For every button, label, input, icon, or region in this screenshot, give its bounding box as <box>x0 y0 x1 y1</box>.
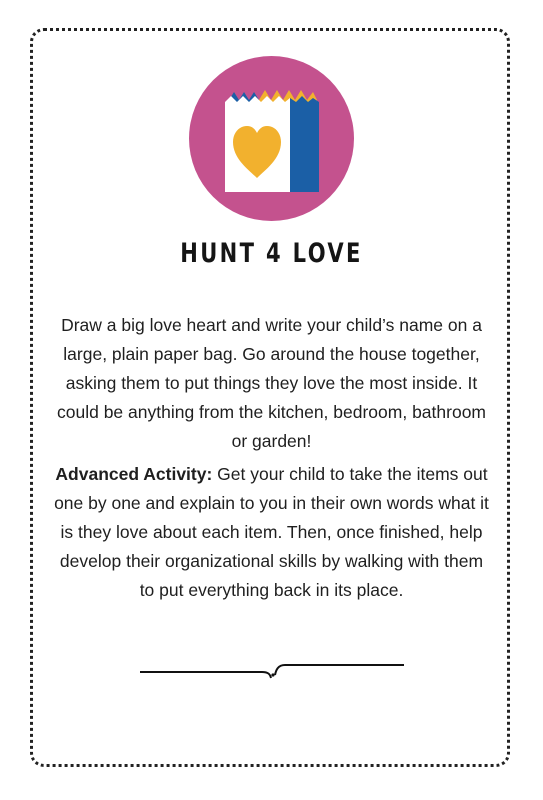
decorative-divider <box>140 660 404 686</box>
advanced-activity-text: Get your child to take the items out one by one and explain to you in their own words what it is they love about each item. Then, once finished, help develop their organizational skills by walking with them to put everything back in its place. <box>54 464 489 600</box>
advanced-activity-paragraph <box>52 460 491 605</box>
activity-description: Draw a big love heart and write your child’s name on a large, plain paper bag. Go around the house together, asking them to put things they love the most inside. It could be anything from the kitchen, bedroom, bathroom or garden! <box>57 315 486 451</box>
divider-left-line <box>140 672 271 678</box>
activity-title: HUNT 4 LOVE <box>180 238 363 269</box>
bag-side <box>290 96 319 192</box>
paper-bag-heart-icon <box>189 56 354 221</box>
advanced-activity-label: Advanced Activity: <box>55 464 213 484</box>
divider-right-line <box>275 665 404 675</box>
divider-dot <box>271 673 274 676</box>
